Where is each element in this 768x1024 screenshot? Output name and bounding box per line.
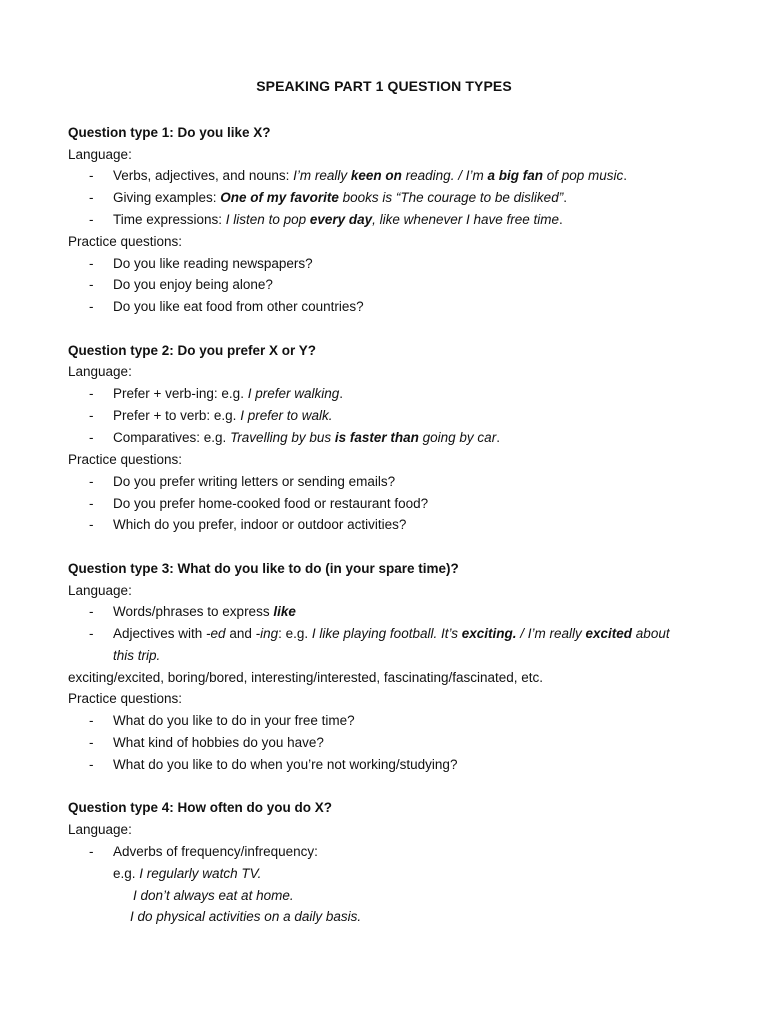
text-run: . <box>623 168 628 183</box>
bullet-dash: - <box>89 517 94 532</box>
example-sentence: I regularly watch TV. <box>139 866 262 881</box>
section-2-heading: Question type 2: Do you prefer X or Y? <box>68 343 317 358</box>
section-3-practice-item: What kind of hobbies do you have? <box>113 735 324 750</box>
section-1-practice-item: Do you enjoy being alone? <box>113 277 273 292</box>
section-3-practice-item: What do you like to do when you’re not working/studying? <box>113 757 458 772</box>
bullet-dash: - <box>89 757 94 772</box>
text-run: , like whenever I have free time <box>372 212 560 227</box>
section-1-language-item <box>113 166 627 186</box>
section-3-language-item <box>113 602 296 622</box>
section-4-language-item <box>113 842 318 862</box>
text-run: . <box>496 430 500 445</box>
bullet-dash: - <box>89 496 94 511</box>
section-3-practice-label: Practice questions: <box>68 691 183 706</box>
text-run: : e.g. <box>278 626 312 641</box>
section-1-practice-item: Do you like eat food from other countries? <box>113 299 364 314</box>
bullet-dash: - <box>89 212 94 227</box>
text-run: -ed <box>206 626 226 641</box>
section-2-language-item <box>113 428 500 448</box>
text-run: Comparatives: e.g. <box>113 430 231 445</box>
section-2-practice-item: Which do you prefer, indoor or outdoor activities? <box>113 517 407 532</box>
section-2-practice-item: Do you prefer writing letters or sending emails? <box>113 474 396 489</box>
text-run: -ing <box>255 626 279 641</box>
text-run: I’m really <box>293 168 351 183</box>
example-prefix: e.g. <box>113 866 140 881</box>
bullet-dash: - <box>89 430 94 445</box>
text-run: / I’m really <box>516 626 586 641</box>
bullet-dash: - <box>89 256 94 271</box>
text-run: I like playing football. It’s <box>311 626 462 641</box>
text-run: I prefer walking <box>247 386 340 401</box>
page-title: SPEAKING PART 1 QUESTION TYPES <box>256 78 512 94</box>
text-run: is faster than <box>334 430 419 445</box>
section-3-language-item <box>113 624 670 644</box>
section-2-practice-item: Do you prefer home-cooked food or restaurant food? <box>113 496 429 511</box>
bullet-dash: - <box>89 844 94 859</box>
text-run: Prefer + verb-ing: e.g. <box>113 386 248 401</box>
section-1-language-item <box>113 188 567 208</box>
section-3-language-continuation: this trip. <box>113 648 161 663</box>
section-1-practice-item: Do you like reading newspapers? <box>113 256 313 271</box>
section-4-heading: Question type 4: How often do you do X? <box>68 800 332 815</box>
text-run: going by car <box>418 430 497 445</box>
section-3-practice-item: What do you like to do in your free time? <box>113 713 355 728</box>
text-run: Adjectives with <box>113 626 207 641</box>
bullet-dash: - <box>89 168 94 183</box>
text-run: excited <box>585 626 633 641</box>
text-run: like <box>273 604 296 619</box>
bullet-dash: - <box>89 408 94 423</box>
text-run: Verbs, adjectives, and nouns: <box>113 168 294 183</box>
text-run: . <box>563 190 567 205</box>
text-run: exciting. <box>461 626 517 641</box>
text-run: books is “The courage to be disliked” <box>338 190 564 205</box>
text-run: keen on <box>350 168 402 183</box>
bullet-dash: - <box>89 190 94 205</box>
section-1-language-label: Language: <box>68 147 132 162</box>
text-run: Words/phrases to express <box>113 604 274 619</box>
text-run: . <box>559 212 563 227</box>
section-2-language-label: Language: <box>68 364 132 379</box>
bullet-dash: - <box>89 474 94 489</box>
text-run: about <box>632 626 670 641</box>
text-run: One of my favorite <box>220 190 339 205</box>
section-1-practice-label: Practice questions: <box>68 234 183 249</box>
bullet-dash: - <box>89 386 94 401</box>
bullet-dash: - <box>89 604 94 619</box>
section-2-practice-label: Practice questions: <box>68 452 183 467</box>
section-3-adjective-list: exciting/excited, boring/bored, interesting/interested, fascinating/fascinated, etc. <box>68 670 544 685</box>
bullet-dash: - <box>89 735 94 750</box>
example-sentence: I don’t always eat at home. <box>133 888 294 903</box>
section-3-language-label: Language: <box>68 583 132 598</box>
text-run: . <box>339 386 344 401</box>
text-run: Time expressions: <box>113 212 226 227</box>
section-1-language-item <box>113 210 563 230</box>
section-3-heading: Question type 3: What do you like to do (in your spare time)? <box>68 561 459 576</box>
section-4-example-line <box>113 864 261 884</box>
text-run: a big fan <box>487 168 543 183</box>
text-run: I prefer to walk. <box>240 408 333 423</box>
section-2-language-item <box>113 406 333 426</box>
text-run: of pop music <box>542 168 624 183</box>
section-1-heading: Question type 1: Do you like X? <box>68 125 271 140</box>
text-run: every day <box>309 212 373 227</box>
text-run: reading. / I’m <box>401 168 488 183</box>
text-run: I listen to pop <box>225 212 310 227</box>
text-run: and <box>225 626 256 641</box>
bullet-dash: - <box>89 626 94 641</box>
bullet-dash: - <box>89 277 94 292</box>
section-4-language-label: Language: <box>68 822 132 837</box>
bullet-dash: - <box>89 299 94 314</box>
text-run: Giving examples: <box>113 190 221 205</box>
example-sentence: I do physical activities on a daily basis. <box>130 909 362 924</box>
section-2-language-item <box>113 384 343 404</box>
bullet-dash: - <box>89 713 94 728</box>
text-run: Adverbs of frequency/infrequency: <box>113 844 318 859</box>
text-run: Prefer + to verb: e.g. <box>113 408 241 423</box>
text-run: Travelling by bus <box>230 430 335 445</box>
